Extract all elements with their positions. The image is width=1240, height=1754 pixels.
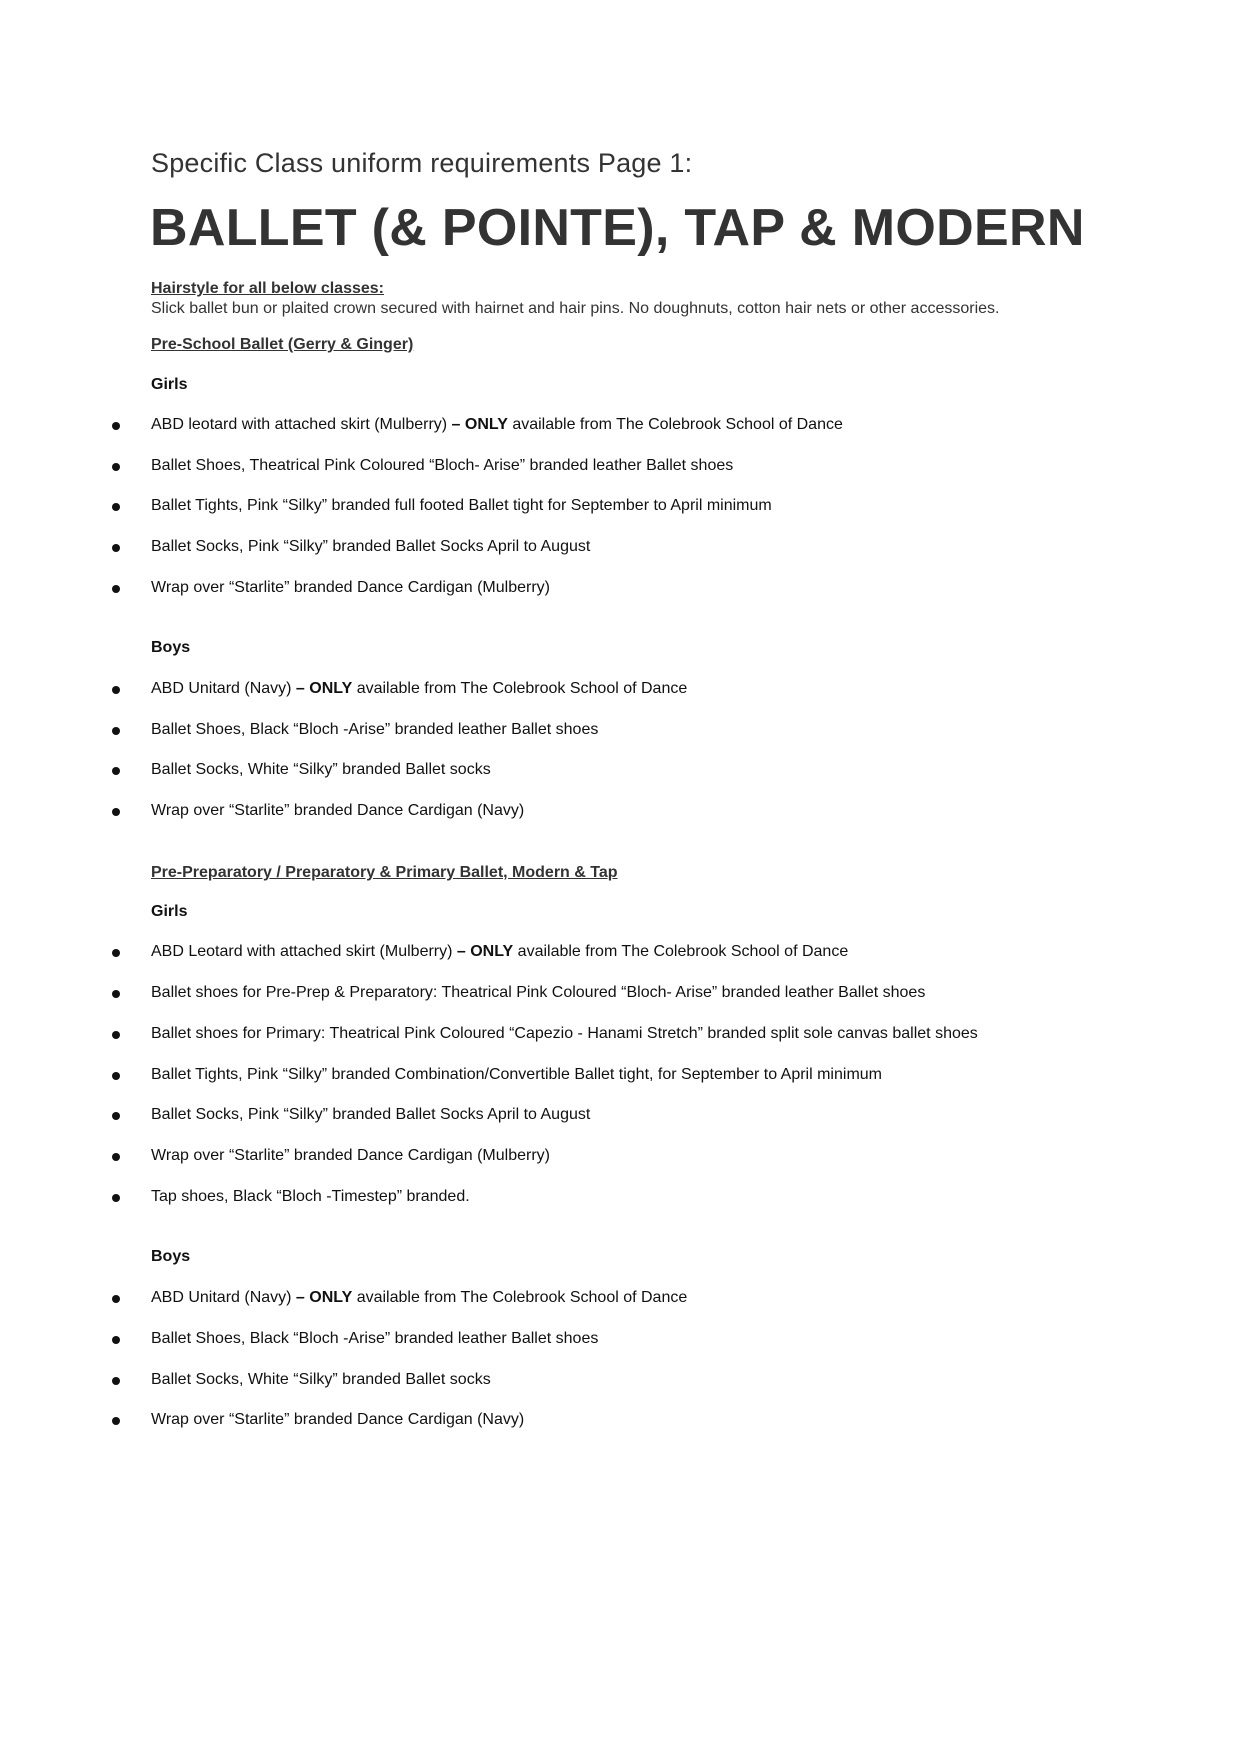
list-item-text: Ballet Tights, Pink “Silky” branded full footed Ballet tight for September to April minimum	[151, 497, 772, 514]
list-item-text: Wrap over “Starlite” branded Dance Cardigan (Navy)	[151, 1411, 525, 1428]
list-item-text: ABD Leotard with attached skirt (Mulberry) – ONLY available from The Colebrook School of Dance	[151, 943, 849, 960]
section-heading-pre-prep-primary: Pre-Preparatory / Preparatory & Primary Ballet, Modern & Tap	[151, 864, 618, 881]
bullet-icon	[112, 1336, 120, 1344]
list-item-text: Ballet Socks, White “Silky” branded Ballet socks	[151, 1371, 491, 1388]
list-item-text: Ballet Socks, Pink “Silky” branded Ballet Socks April to August	[151, 1106, 591, 1123]
list-item-text: Ballet shoes for Pre-Prep & Preparatory: Theatrical Pink Coloured “Bloch- Arise” branded leather Ballet shoes	[151, 984, 926, 1001]
group-heading-boys: Boys	[151, 639, 191, 656]
page-subtitle: Specific Class uniform requirements Page 1:	[151, 148, 693, 178]
list-item-text: Ballet Shoes, Theatrical Pink Coloured “Bloch- Arise” branded leather Ballet shoes	[151, 457, 734, 474]
bullet-icon	[112, 503, 120, 511]
bullet-icon	[112, 949, 120, 957]
list-item-text: Ballet shoes for Primary: Theatrical Pink Coloured “Capezio - Hanami Stretch” branded split sole canvas ballet shoes	[151, 1025, 978, 1042]
bullet-icon	[112, 1377, 120, 1385]
hairstyle-heading: Hairstyle for all below classes:	[151, 280, 384, 297]
section-heading-pre-school: Pre-School Ballet (Gerry & Ginger)	[151, 336, 414, 353]
bullet-icon	[112, 767, 120, 775]
bullet-icon	[112, 422, 120, 430]
list-item-text: Ballet Tights, Pink “Silky” branded Combination/Convertible Ballet tight, for September to April minimum	[151, 1066, 882, 1083]
bullet-icon	[112, 686, 120, 694]
bullet-icon	[112, 1417, 120, 1425]
list-item-text: Ballet Socks, White “Silky” branded Ballet socks	[151, 761, 491, 778]
bullet-icon	[112, 1031, 120, 1039]
group-heading-girls: Girls	[151, 376, 188, 393]
bullet-icon	[112, 1112, 120, 1120]
list-item-text: Wrap over “Starlite” branded Dance Cardigan (Mulberry)	[151, 1147, 550, 1164]
bullet-icon	[112, 544, 120, 552]
list-item-text: Wrap over “Starlite” branded Dance Cardigan (Mulberry)	[151, 579, 550, 596]
bullet-icon	[112, 1295, 120, 1303]
bullet-icon	[112, 585, 120, 593]
list-item-text: Ballet Socks, Pink “Silky” branded Ballet Socks April to August	[151, 538, 591, 555]
group-heading-girls: Girls	[151, 903, 188, 920]
bullet-icon	[112, 1072, 120, 1080]
bullet-icon	[112, 1194, 120, 1202]
list-item-text: Ballet Shoes, Black “Bloch -Arise” branded leather Ballet shoes	[151, 1330, 599, 1347]
list-item-text: ABD Unitard (Navy) – ONLY available from The Colebrook School of Dance	[151, 680, 688, 697]
bullet-icon	[112, 1153, 120, 1161]
list-item-text: ABD Unitard (Navy) – ONLY available from The Colebrook School of Dance	[151, 1289, 688, 1306]
group-heading-boys: Boys	[151, 1248, 191, 1265]
list-item-text: Tap shoes, Black “Bloch -Timestep” branded.	[151, 1188, 470, 1205]
bullet-icon	[112, 808, 120, 816]
bullet-icon	[112, 727, 120, 735]
list-item-text: Wrap over “Starlite” branded Dance Cardigan (Navy)	[151, 802, 525, 819]
bullet-icon	[112, 463, 120, 471]
list-item-text: Ballet Shoes, Black “Bloch -Arise” branded leather Ballet shoes	[151, 721, 599, 738]
bullet-icon	[112, 990, 120, 998]
list-item-text: ABD leotard with attached skirt (Mulberry) – ONLY available from The Colebrook School of Dance	[151, 416, 843, 433]
hairstyle-text: Slick ballet bun or plaited crown secured with hairnet and hair pins. No doughnuts, cotton hair nets or other accessories.	[151, 300, 1000, 317]
page-title: BALLET (& POINTE), TAP & MODERN	[150, 199, 1085, 257]
